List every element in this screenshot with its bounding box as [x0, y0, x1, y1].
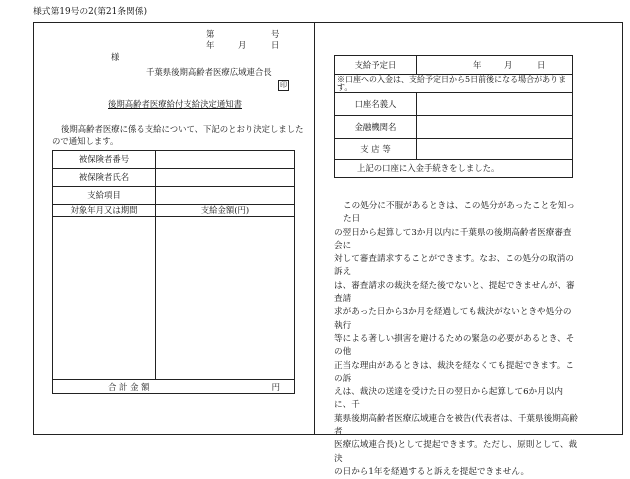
total-label: 合 計 金 額 — [108, 382, 150, 392]
scheduled-day: 日 — [537, 60, 546, 70]
benefit-item-label: 支給項目 — [53, 187, 156, 205]
intro-line-2: ので通知します。 — [52, 136, 119, 146]
appeal-line: 医療広域連合長)として提起できます。ただし、原則として、裁決 — [334, 440, 578, 464]
scheduled-year: 年 — [473, 60, 482, 70]
scheduled-date-value[interactable] — [417, 56, 573, 75]
appeal-line: の翌日から起算して3か月以内に千葉県の後期高齢者医療審査会に — [334, 227, 572, 251]
benefit-item-value[interactable] — [156, 187, 295, 205]
appeal-line: 求があった日から3か月を経過しても裁決がないときや処分の執行 — [334, 307, 572, 331]
appeal-line: は、審査請求の裁決を経た後でないと、提起できませんが、審査請 — [334, 280, 575, 305]
insured-number-value[interactable] — [156, 151, 295, 169]
appeal-line: 対して審査請求することができます。なお、この処分の取消の訴え — [334, 254, 574, 278]
bank-name-value[interactable] — [417, 116, 573, 139]
benefit-table — [52, 150, 295, 394]
intro-line-1: 後期高齢者医療に係る支給について、下記のとおり決定しました — [61, 124, 304, 134]
payment-table — [334, 55, 573, 178]
addressee-suffix: 様 — [111, 52, 120, 62]
appeal-notice — [334, 200, 579, 479]
period-header: 対象年月又は期間 — [53, 205, 156, 217]
deposit-timing-note: ※口座への入金は、支給予定日から5日前後になる場合があります。 — [335, 75, 573, 93]
scheduled-month: 月 — [504, 60, 513, 70]
account-holder-value[interactable] — [417, 93, 573, 116]
month-label: 月 — [238, 40, 247, 50]
insured-number-label: 被保険者番号 — [53, 151, 156, 169]
insured-name-value[interactable] — [156, 169, 295, 187]
form-number: 様式第19号の2(第21条関係) — [33, 7, 148, 17]
account-holder-label: 口座名義人 — [335, 93, 417, 116]
appeal-line: 葉県後期高齢者医療広域連合を被告(代表者は、千葉県後期高齢者 — [334, 413, 578, 438]
amount-cell[interactable] — [156, 217, 295, 380]
seal-mark: 印 — [280, 81, 287, 89]
center-divider — [314, 22, 315, 435]
period-cell[interactable] — [53, 217, 156, 380]
year-label: 年 — [206, 40, 215, 50]
scheduled-date-label: 支給予定日 — [335, 56, 417, 75]
appeal-line: えは、裁決の送達を受けた日の翌日から起算して6か月以内に、千 — [334, 387, 563, 411]
document-title: 後期高齢者医療給付支給決定通知書 — [108, 99, 242, 109]
total-row — [53, 380, 295, 394]
appeal-line: 正当な理由があるときは、裁決を経なくても提起できます。この訴 — [334, 360, 574, 384]
branch-value[interactable] — [417, 139, 573, 160]
day-label: 日 — [271, 40, 280, 50]
deposit-complete-note: 上記の口座に入金手続きをしました。 — [335, 160, 573, 178]
issuer-name: 千葉県後期高齢者医療広域連合長 — [146, 67, 272, 77]
appeal-line: この処分に不服があるときは、この処分があったことを知った日 — [343, 201, 575, 225]
appeal-line: 等による著しい損害を避けるための緊急の必要があるとき、その他 — [334, 333, 575, 358]
number-label: 第 — [206, 29, 215, 39]
insured-name-label: 被保険者氏名 — [53, 169, 156, 187]
amount-header: 支給金額(円) — [156, 205, 295, 217]
appeal-line: の日から1年を経過すると訴えを提起できません。 — [334, 466, 530, 477]
go-label: 号 — [271, 29, 280, 39]
bank-name-label: 金融機関名 — [335, 116, 417, 139]
branch-label: 支 店 等 — [335, 139, 417, 160]
total-yen: 円 — [271, 382, 280, 392]
